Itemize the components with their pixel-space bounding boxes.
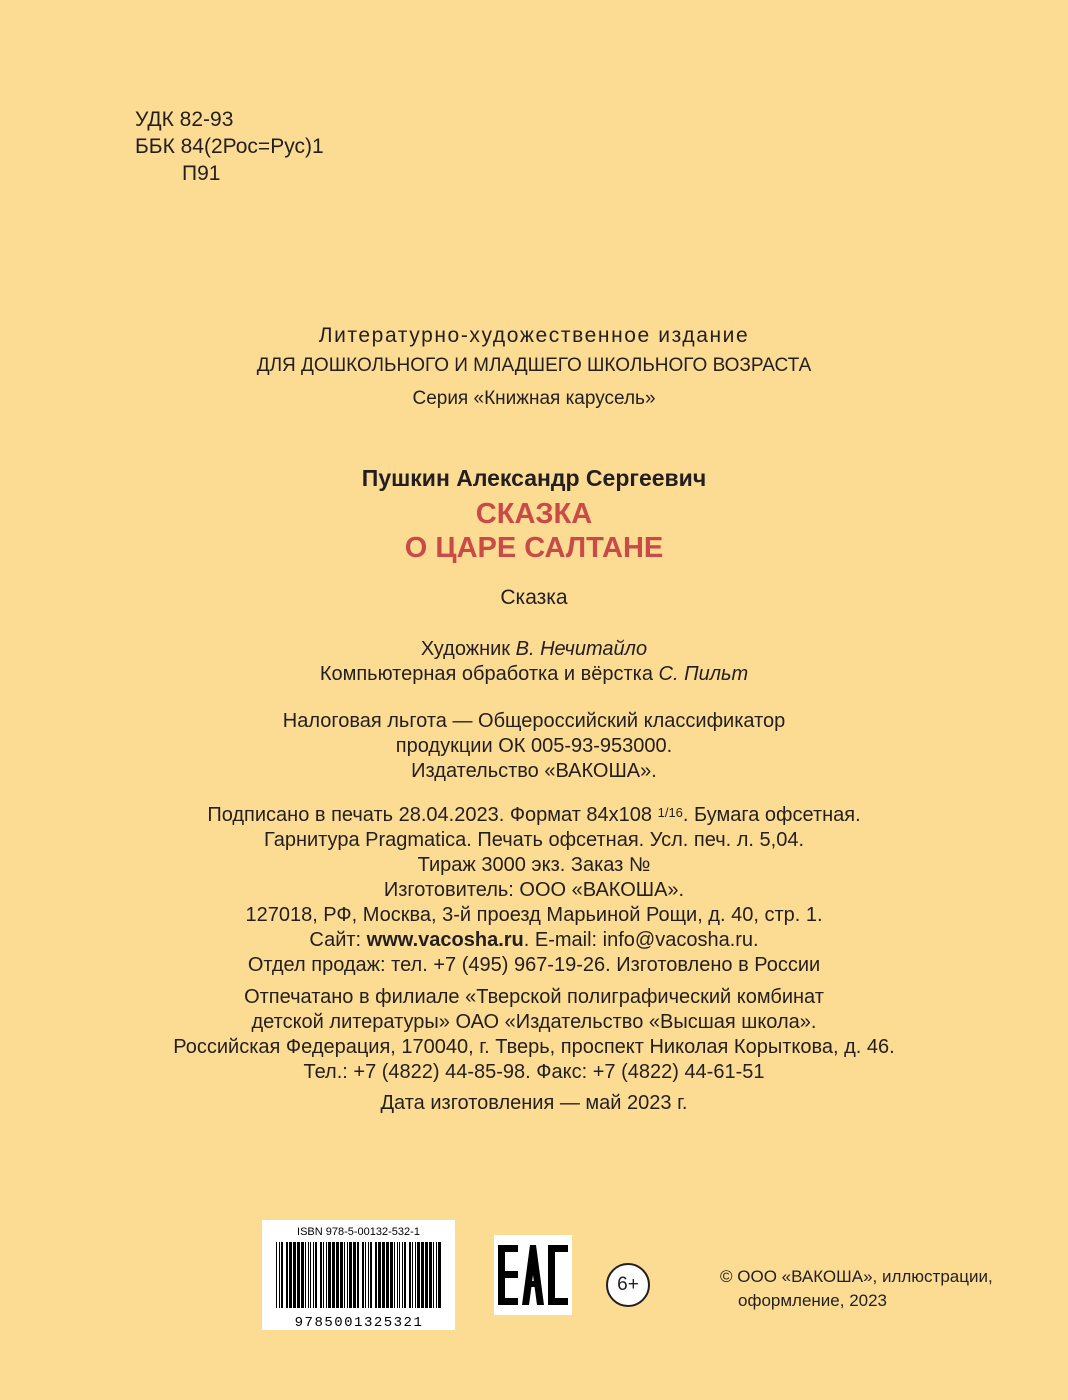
barcode-bar <box>297 1242 300 1308</box>
bbk-code: ББК 84(2Рос=Рус)1 <box>135 135 324 158</box>
barcode-bar <box>305 1242 306 1308</box>
barcode-bar <box>438 1242 441 1308</box>
barcode-bar <box>425 1242 428 1308</box>
email: . E-mail: info@vacosha.ru. <box>523 929 759 951</box>
barcode-bar <box>421 1242 424 1308</box>
genre: Сказка <box>500 586 568 609</box>
audience: ДЛЯ ДОШКОЛЬНОГО И МЛАДШЕГО ШКОЛЬНОГО ВОЗРАСТА <box>256 355 812 376</box>
title-line-1: СКАЗКА <box>475 498 593 530</box>
copyright-line-2: оформление, 2023 <box>738 1291 888 1310</box>
print-line-1 <box>0 800 1068 828</box>
tax-line-1: Налоговая льгота — Общероссийский классификатор <box>282 710 786 732</box>
barcode-bar <box>390 1242 393 1308</box>
barcode-bar <box>415 1242 416 1308</box>
barcode-bar <box>433 1242 434 1308</box>
barcode-bar <box>402 1242 403 1308</box>
barcode-bar <box>289 1242 292 1308</box>
maker-line-3 <box>0 928 1068 953</box>
barcode-digits: 9785001325321 <box>294 1315 424 1328</box>
barcode-bar <box>382 1242 385 1308</box>
barcode-bar <box>362 1242 364 1308</box>
artist-label: Художник <box>420 638 516 660</box>
barcode-bar <box>429 1242 432 1308</box>
barcode-bar <box>412 1242 413 1308</box>
printed-line-4: Тел.: +7 (4822) 44-85-98. Факс: +7 (4822) 44-61-51 <box>303 1061 765 1083</box>
book-title <box>0 497 1068 565</box>
barcode-bar <box>397 1242 398 1308</box>
barcode-bar <box>375 1242 377 1308</box>
barcode-bar <box>281 1242 283 1308</box>
maker-line-4: Отдел продаж: тел. +7 (495) 967-19-26. Изготовлено в России <box>247 954 821 976</box>
print-line-3: Тираж 3000 экз. Заказ № <box>417 854 651 876</box>
isbn-barcode <box>262 1220 455 1330</box>
udk-code: УДК 82-93 <box>135 108 234 131</box>
print-info <box>0 800 1068 878</box>
barcode-bar <box>353 1242 356 1308</box>
format-fraction: 1/16 <box>657 805 683 820</box>
printed-line-1: Отпечатано в филиале «Тверской полиграфический комбинат <box>244 986 824 1008</box>
tax-line-3: Издательство «ВАКОША». <box>411 760 657 782</box>
classification-codes <box>135 106 324 187</box>
manufacture-date: Дата изготовления — май 2023 г. <box>380 1092 688 1114</box>
author-mark: П91 <box>182 162 221 185</box>
barcode-bar <box>301 1242 304 1308</box>
barcode-bar <box>409 1242 411 1308</box>
series: Серия «Книжная карусель» <box>412 388 656 409</box>
barcode-bar <box>399 1242 400 1308</box>
tax-info <box>0 709 1068 784</box>
barcode-bar <box>315 1242 317 1308</box>
print-line-2: Гарнитура Pragmatica. Печать офсетная. Усл. печ. л. 5,04. <box>263 829 805 851</box>
barcode-bar <box>310 1242 311 1308</box>
title-line-2: О ЦАРЕ САЛТАНЕ <box>404 532 664 564</box>
printed-line-2: детской литературы» ОАО «Издательство «Высшая школа». <box>251 1011 817 1033</box>
barcode-bar <box>313 1242 314 1308</box>
barcode-bar <box>328 1242 331 1308</box>
age-rating-badge: 6+ <box>606 1263 650 1307</box>
barcode-bar <box>436 1242 437 1308</box>
barcode-bar <box>336 1242 339 1308</box>
barcode-bar <box>279 1242 280 1308</box>
barcode-bar <box>365 1242 366 1308</box>
barcode-bar <box>344 1242 345 1308</box>
isbn-number: ISBN 978-5-00132-532-1 <box>297 1226 420 1238</box>
eac-icon <box>494 1235 572 1315</box>
print-line-1b: . Бумага офсетная. <box>682 804 861 826</box>
barcode-bar <box>349 1242 352 1308</box>
printed-line-3: Российская Федерация, 170040, г. Тверь, проспект Николая Корыткова, д. 46. <box>173 1036 895 1058</box>
barcode-bar <box>347 1242 348 1308</box>
barcode-bar <box>357 1242 359 1308</box>
barcode-bar <box>386 1242 389 1308</box>
barcode-bar <box>332 1242 335 1308</box>
artist-name: В. Нечитайло <box>515 638 648 660</box>
manufacturer-info <box>0 878 1068 978</box>
eac-mark <box>494 1235 572 1315</box>
barcode-bar <box>394 1242 395 1308</box>
credits <box>0 637 1068 687</box>
edition-type: Литературно-художественное издание <box>318 324 750 347</box>
barcode-bar <box>308 1242 309 1308</box>
maker-line-1: Изготовитель: ООО «ВАКОША». <box>383 879 685 901</box>
barcode-bar <box>293 1242 296 1308</box>
layout-credit <box>0 662 1068 687</box>
barcode-bar <box>323 1242 324 1308</box>
barcode-bar <box>378 1242 381 1308</box>
barcode-bar <box>320 1242 322 1308</box>
print-line-1a: Подписано в печать 28.04.2023. Формат 84х108 <box>207 804 658 826</box>
barcode-bar <box>368 1242 369 1308</box>
layout-name: С. Пильт <box>658 663 749 685</box>
barcode-bar <box>276 1242 277 1308</box>
barcode-bar <box>326 1242 327 1308</box>
printed-at-info <box>0 985 1068 1085</box>
maker-line-2: 127018, РФ, Москва, 3-й проезд Марьиной Рощи, д. 40, стр. 1. <box>245 904 823 926</box>
barcode-bar <box>417 1242 420 1308</box>
copyright-line-1: © ООО «ВАКОША», иллюстрации, <box>720 1267 993 1286</box>
tax-line-2: продукции ОК 005-93-953000. <box>395 735 673 757</box>
barcode-graphic <box>274 1242 444 1328</box>
artist-credit <box>0 637 1068 662</box>
barcode-bar <box>370 1242 372 1308</box>
layout-label: Компьютерная обработка и вёрстка <box>319 663 659 685</box>
site-url: www.vacosha.ru <box>366 929 524 951</box>
author-name: Пушкин Александр Сергеевич <box>361 465 707 491</box>
barcode-bar <box>340 1242 343 1308</box>
copyright <box>720 1265 993 1313</box>
site-label: Сайт: <box>309 929 367 951</box>
barcode-bar <box>404 1242 406 1308</box>
barcode-bar <box>286 1242 288 1308</box>
